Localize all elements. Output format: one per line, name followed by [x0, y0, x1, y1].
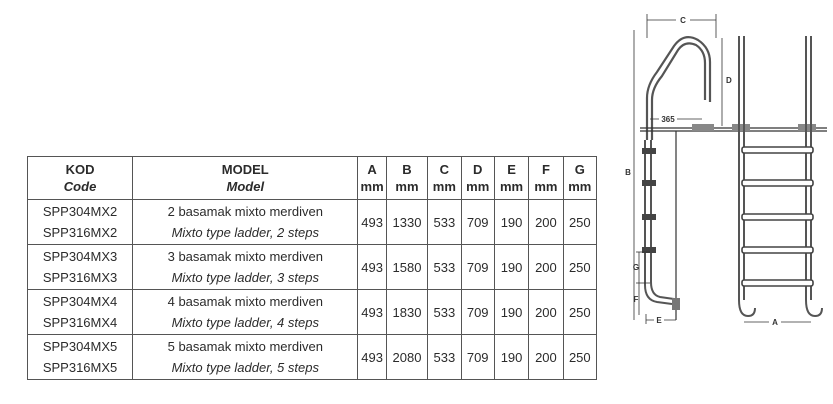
code-column-header: [28, 157, 133, 200]
model-name-en: Mixto type ladder, 3 steps: [171, 270, 319, 285]
model-cell: [133, 245, 358, 290]
dim-letter: C: [439, 162, 450, 177]
value-b: 2080: [386, 335, 427, 380]
ladder-dimension-diagram: [612, 0, 827, 340]
value-a: 493: [358, 245, 386, 290]
label-e: E: [656, 316, 662, 325]
dim-letter: F: [541, 162, 550, 177]
label-a: A: [772, 318, 778, 327]
table-header-row: [28, 157, 597, 200]
value-f: 200: [529, 290, 563, 335]
label-365: 365: [661, 115, 675, 124]
value-f: 200: [529, 245, 563, 290]
dim-letter: E: [507, 162, 516, 177]
code-header-en: Code: [63, 179, 97, 194]
label-g: G: [632, 263, 640, 272]
pool-deck: [640, 128, 827, 320]
model-name-en: Mixto type ladder, 2 steps: [171, 225, 319, 240]
dim-header-e: [494, 157, 528, 200]
model-name-tr: 3 basamak mixto merdiven: [167, 249, 323, 264]
value-a: 493: [358, 200, 386, 245]
model-header-tr: MODEL: [221, 162, 269, 177]
table-row: [28, 200, 597, 245]
label-c: C: [680, 16, 686, 25]
dim-header-f: [529, 157, 563, 200]
code-304: SPP304MX5: [42, 339, 118, 354]
value-g: 250: [563, 335, 596, 380]
value-a: 493: [358, 290, 386, 335]
code-304: SPP304MX2: [42, 204, 118, 219]
code-304: SPP304MX4: [42, 294, 118, 309]
value-e: 190: [494, 335, 528, 380]
code-cell: [28, 245, 133, 290]
value-c: 533: [428, 245, 461, 290]
table-row: [28, 335, 597, 380]
label-b: B: [625, 168, 631, 177]
dim-unit: mm: [466, 179, 490, 194]
front-ladder-rails: [739, 36, 822, 316]
code-cell: [28, 290, 133, 335]
label-d: D: [726, 76, 732, 85]
label-f: F: [633, 295, 639, 304]
dim-letter: D: [473, 162, 483, 177]
dim-header-b: [386, 157, 427, 200]
model-name-tr: 2 basamak mixto merdiven: [167, 204, 323, 219]
value-e: 190: [494, 200, 528, 245]
value-f: 200: [529, 200, 563, 245]
value-e: 190: [494, 290, 528, 335]
value-c: 533: [428, 335, 461, 380]
value-a: 493: [358, 335, 386, 380]
code-cell: [28, 200, 133, 245]
anchor-plate: [692, 124, 714, 131]
value-b: 1830: [386, 290, 427, 335]
value-b: 1580: [386, 245, 427, 290]
model-header-en: Model: [226, 179, 265, 194]
code-316: SPP316MX2: [42, 225, 118, 240]
model-column-header: [133, 157, 358, 200]
code-316: SPP316MX3: [42, 270, 118, 285]
dim-unit: mm: [395, 179, 419, 194]
model-name-en: Mixto type ladder, 4 steps: [171, 315, 319, 330]
dim-header-g: [563, 157, 596, 200]
code-316: SPP316MX5: [42, 360, 118, 375]
dim-header-a: [358, 157, 386, 200]
ladder-steps: [742, 147, 813, 286]
model-cell: [133, 290, 358, 335]
wall-bumper: [672, 298, 680, 310]
dim-unit: mm: [568, 179, 592, 194]
dim-letter: B: [402, 162, 412, 177]
dim-header-d: [461, 157, 494, 200]
ladder-spec-table: [27, 156, 597, 380]
dim-letter: G: [574, 162, 585, 177]
code-header-tr: KOD: [65, 162, 95, 177]
value-d: 709: [461, 335, 494, 380]
model-name-en: Mixto type ladder, 5 steps: [171, 360, 319, 375]
value-d: 709: [461, 200, 494, 245]
value-d: 709: [461, 245, 494, 290]
model-name-tr: 5 basamak mixto merdiven: [167, 339, 323, 354]
value-g: 250: [563, 290, 596, 335]
side-rail: [645, 140, 674, 304]
model-name-tr: 4 basamak mixto merdiven: [167, 294, 323, 309]
anchor-plate: [732, 124, 750, 131]
value-d: 709: [461, 290, 494, 335]
value-g: 250: [563, 245, 596, 290]
dim-unit: mm: [534, 179, 558, 194]
model-cell: [133, 335, 358, 380]
table-row: [28, 245, 597, 290]
value-f: 200: [529, 335, 563, 380]
value-g: 250: [563, 200, 596, 245]
code-cell: [28, 335, 133, 380]
model-cell: [133, 200, 358, 245]
value-b: 1330: [386, 200, 427, 245]
value-e: 190: [494, 245, 528, 290]
value-c: 533: [428, 200, 461, 245]
code-304: SPP304MX3: [42, 249, 118, 264]
dim-unit: mm: [499, 179, 524, 194]
dim-letter: A: [367, 162, 377, 177]
dim-header-c: [428, 157, 461, 200]
dim-unit: mm: [432, 179, 456, 194]
code-316: SPP316MX4: [42, 315, 118, 330]
value-c: 533: [428, 290, 461, 335]
dim-unit: mm: [360, 179, 384, 194]
table-row: [28, 290, 597, 335]
